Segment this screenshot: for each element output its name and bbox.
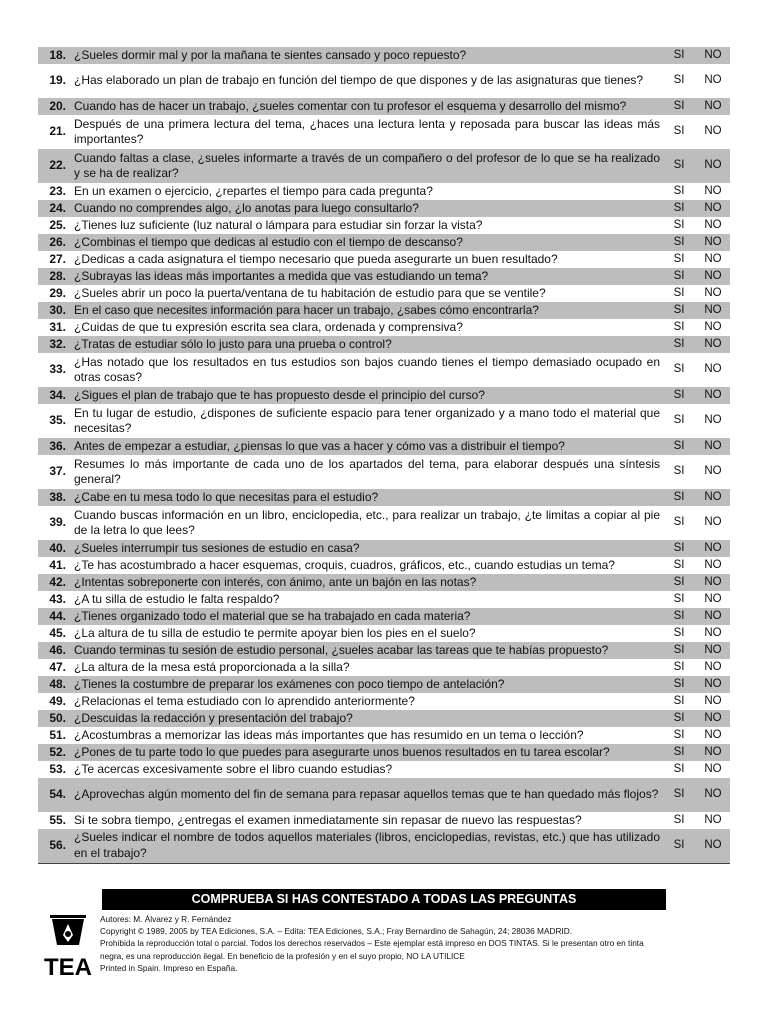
question-text: ¿La altura de tu silla de estudio te permite apoyar bien los pies en el suelo? — [74, 625, 476, 640]
question-number: 50. — [38, 710, 72, 727]
answer-no-option[interactable]: NO — [696, 438, 730, 455]
question-row — [38, 47, 730, 64]
question-row — [38, 540, 730, 557]
question-text: Si te sobra tiempo, ¿entregas el examen inmediatamente sin repasar de nuevo las respuestas? — [74, 812, 582, 827]
question-number: 47. — [49, 659, 66, 674]
question-row — [38, 676, 730, 693]
question-row — [38, 642, 730, 659]
question-row — [38, 234, 730, 251]
question-row — [38, 319, 730, 336]
question-row — [38, 761, 730, 778]
question-text: ¿Sigues el plan de trabajo que te has propuesto desde el principio del curso? — [72, 387, 662, 404]
question-number: 44. — [38, 608, 72, 625]
question-row — [38, 251, 730, 268]
question-text: ¿Combinas el tiempo que dedicas al estudio con el tiempo de descanso? — [72, 234, 662, 251]
question-row — [38, 336, 730, 353]
answer-no-option[interactable]: NO — [696, 336, 730, 353]
answer-no-option[interactable]: NO — [696, 200, 730, 217]
answer-si-option[interactable]: SI — [662, 829, 696, 863]
answer-no-option[interactable]: NO — [704, 728, 722, 741]
questions-table — [38, 47, 730, 864]
question-number: 26. — [38, 234, 72, 251]
question-number: 18. — [38, 47, 72, 64]
question-text: ¿Subrayas las ideas más importantes a medida que vas estudiando un tema? — [72, 268, 662, 285]
answer-si-option[interactable]: SI — [662, 47, 696, 64]
answer-no-option[interactable]: NO — [696, 302, 730, 319]
question-row — [38, 659, 730, 676]
answer-si-option[interactable]: SI — [662, 149, 696, 183]
answer-no-option[interactable]: NO — [704, 762, 722, 775]
question-text: Resumes lo más importante de cada uno de los apartados del tema, para elaborar después una síntesis general? — [74, 456, 660, 486]
answer-no-option[interactable]: NO — [704, 516, 722, 529]
question-row — [38, 455, 730, 489]
question-row — [38, 302, 730, 319]
credits-authors: Autores: M. Álvarez y R. Fernández — [100, 914, 232, 924]
question-number: 37. — [49, 464, 66, 479]
question-number: 54. — [38, 778, 72, 812]
answer-no-option[interactable]: NO — [704, 363, 722, 376]
question-text: ¿Cabe en tu mesa todo lo que necesitas para el estudio? — [72, 489, 662, 506]
question-row — [38, 183, 730, 200]
credits-block — [100, 913, 720, 974]
answer-no-option[interactable]: NO — [704, 184, 722, 197]
question-number: 23. — [49, 183, 66, 198]
answer-si-option[interactable]: SI — [673, 516, 685, 529]
question-text: Cuando terminas tu sesión de estudio personal, ¿sueles acabar las tareas que te habías propuesto? — [72, 642, 662, 659]
answer-no-option[interactable]: NO — [696, 710, 730, 727]
question-number: 49. — [49, 693, 66, 708]
credits-prohibition: Prohibida la reproducción total o parcial. Todos los derechos reservados – Este ejemplar está impreso en DOS TINTAS. Si le presentan otro en tinta — [100, 938, 644, 949]
question-number: 43. — [49, 591, 66, 606]
question-row — [38, 608, 730, 625]
answer-si-option[interactable]: SI — [673, 414, 685, 427]
question-text: Después de una primera lectura del tema, ¿haces una lectura lenta y reposada para buscar las ideas más importantes? — [74, 116, 660, 146]
answer-no-option[interactable]: NO — [704, 558, 722, 571]
answer-no-option[interactable]: NO — [696, 608, 730, 625]
question-row — [38, 64, 730, 98]
answer-si-option[interactable]: SI — [673, 592, 685, 605]
answer-no-option[interactable]: NO — [696, 234, 730, 251]
answer-no-option[interactable]: NO — [696, 676, 730, 693]
answer-no-option[interactable]: NO — [704, 694, 722, 707]
question-text: ¿Acostumbras a memorizar las ideas más importantes que has resumido en un tema o lección? — [74, 727, 584, 742]
answer-no-option[interactable]: NO — [704, 74, 722, 87]
answer-no-option[interactable]: NO — [704, 218, 722, 231]
question-row — [38, 268, 730, 285]
answer-no-option[interactable]: NO — [696, 642, 730, 659]
answer-si-option[interactable]: SI — [662, 778, 696, 812]
answer-no-option[interactable]: NO — [704, 813, 722, 826]
question-text: ¿Tienes la costumbre de preparar los exámenes con poco tiempo de antelación? — [72, 676, 662, 693]
question-text: ¿Aprovechas algún momento del fin de semana para repasar aquellos temas que te han quedado más flojos? — [72, 778, 662, 812]
question-text: Cuando faltas a clase, ¿sueles informarte a través de un compañero o del profesor de lo que se ha realizado y se ha de realizar? — [72, 149, 662, 183]
question-number: 20. — [38, 98, 72, 115]
question-row — [38, 557, 730, 574]
answer-si-option[interactable]: SI — [662, 540, 696, 557]
answer-si-option[interactable]: SI — [673, 252, 685, 265]
question-row — [38, 98, 730, 115]
answer-si-option[interactable]: SI — [673, 660, 685, 673]
answer-no-option[interactable]: NO — [704, 414, 722, 427]
question-row — [38, 200, 730, 217]
answer-si-option[interactable]: SI — [662, 744, 696, 761]
question-number: 21. — [49, 124, 66, 139]
answer-no-option[interactable]: NO — [704, 660, 722, 673]
tea-logo-text: TEA — [44, 954, 92, 979]
answer-no-option[interactable]: NO — [696, 829, 730, 863]
answer-no-option[interactable]: NO — [696, 47, 730, 64]
question-number: 45. — [49, 625, 66, 640]
answer-si-option[interactable]: SI — [662, 200, 696, 217]
answer-si-option[interactable]: SI — [662, 98, 696, 115]
answer-no-option[interactable]: NO — [704, 465, 722, 478]
question-number: 34. — [38, 387, 72, 404]
question-number: 42. — [38, 574, 72, 591]
question-text: ¿Cuidas de que tu expresión escrita sea clara, ordenada y comprensiva? — [74, 319, 463, 334]
question-number: 33. — [49, 362, 66, 377]
question-number: 25. — [49, 217, 66, 232]
question-row — [38, 404, 730, 438]
question-number: 36. — [38, 438, 72, 455]
answer-si-option[interactable]: SI — [673, 184, 685, 197]
question-row — [38, 744, 730, 761]
question-number: 27. — [49, 251, 66, 266]
question-row — [38, 591, 730, 608]
question-text: ¿Sueles interrumpir tus sesiones de estudio en casa? — [72, 540, 662, 557]
question-text: ¿Sueles dormir mal y por la mañana te sientes cansado y poco repuesto? — [72, 47, 662, 64]
answer-si-option[interactable]: SI — [662, 302, 696, 319]
answer-si-option[interactable]: SI — [662, 710, 696, 727]
question-text: Cuando buscas información en un libro, enciclopedia, etc., para realizar un trabajo, ¿te limitas a copiar al pie de la letra lo que lees? — [74, 507, 660, 537]
answer-si-option[interactable]: SI — [662, 608, 696, 625]
question-text: ¿Has notado que los resultados en tus estudios son bajos cuando tienes el tiempo demasiado ocupado en otras cosas? — [74, 354, 660, 384]
question-number: 40. — [38, 540, 72, 557]
answer-si-option[interactable]: SI — [673, 320, 685, 333]
answer-si-option[interactable]: SI — [662, 438, 696, 455]
question-number: 24. — [38, 200, 72, 217]
answer-no-option[interactable]: NO — [704, 252, 722, 265]
answer-si-option[interactable]: SI — [673, 74, 685, 87]
answer-si-option[interactable]: SI — [673, 218, 685, 231]
answer-si-option[interactable]: SI — [662, 268, 696, 285]
answer-si-option[interactable]: SI — [662, 387, 696, 404]
check-answers-banner: COMPRUEBA SI HAS CONTESTADO A TODAS LAS PREGUNTAS — [102, 889, 666, 910]
answer-si-option[interactable]: SI — [662, 574, 696, 591]
answer-no-option[interactable]: NO — [696, 268, 730, 285]
question-text: ¿Tratas de estudiar sólo lo justo para una prueba o control? — [72, 336, 662, 353]
question-text: Cuando has de hacer un trabajo, ¿sueles comentar con tu profesor el esquema y desarrollo del mismo? — [72, 98, 662, 115]
question-text: En tu lugar de estudio, ¿dispones de suficiente espacio para tener organizado y a mano todo el material que necesitas? — [74, 405, 660, 435]
tea-logo — [44, 915, 94, 979]
answer-no-option[interactable]: NO — [704, 320, 722, 333]
question-number: 41. — [49, 557, 66, 572]
question-number: 39. — [49, 515, 66, 530]
question-text: ¿Descuidas la redacción y presentación del trabajo? — [72, 710, 662, 727]
answer-no-option[interactable]: NO — [696, 489, 730, 506]
question-row — [38, 727, 730, 744]
credits-copyright: Copyright © 1989, 2005 by TEA Ediciones, S.A. – Edita: TEA Ediciones, S.A.; Fray Bernardino de Sahagún, 24; 28036 MADRID. — [100, 926, 573, 937]
question-row — [38, 710, 730, 727]
question-text: ¿Pones de tu parte todo lo que puedes para asegurarte unos buenos resultados en tu tarea escolar? — [72, 744, 662, 761]
question-number: 29. — [49, 285, 66, 300]
question-text: En el caso que necesites información para hacer un trabajo, ¿sabes cómo encontrarla? — [72, 302, 662, 319]
answer-si-option[interactable]: SI — [662, 642, 696, 659]
answer-si-option[interactable]: SI — [662, 676, 696, 693]
question-text: ¿La altura de la mesa está proporcionada a la silla? — [74, 659, 350, 674]
answer-si-option[interactable]: SI — [673, 125, 685, 138]
question-number: 55. — [49, 812, 66, 827]
question-text: ¿A tu silla de estudio le falta respaldo? — [74, 591, 280, 606]
question-row — [38, 353, 730, 387]
answer-no-option[interactable]: NO — [696, 540, 730, 557]
question-row — [38, 778, 730, 812]
credits-printed: Printed in Spain. Impreso en España. — [100, 962, 238, 973]
question-row — [38, 489, 730, 506]
question-text: ¿Relacionas el tema estudiado con lo aprendido anteriormente? — [74, 693, 415, 708]
question-text: ¿Sueles indicar el nombre de todos aquellos materiales (libros, enciclopedias, revistas, etc.) que has utilizado en el trabajo? — [72, 829, 662, 863]
question-number: 51. — [49, 727, 66, 742]
question-text: ¿Te has acostumbrado a hacer esquemas, croquis, cuadros, gráficos, etc., cuando estudias un tema? — [74, 557, 615, 572]
question-text: Cuando no comprendes algo, ¿lo anotas para luego consultarlo? — [72, 200, 662, 217]
question-row — [38, 625, 730, 642]
answer-no-option[interactable]: NO — [696, 149, 730, 183]
question-number: 35. — [49, 413, 66, 428]
answer-si-option[interactable]: SI — [673, 363, 685, 376]
answer-si-option[interactable]: SI — [673, 694, 685, 707]
answer-no-option[interactable]: NO — [704, 125, 722, 138]
question-row — [38, 812, 730, 829]
answer-no-option[interactable]: NO — [704, 286, 722, 299]
question-number: 46. — [38, 642, 72, 659]
answer-si-option[interactable]: SI — [673, 558, 685, 571]
question-number: 53. — [49, 761, 66, 776]
question-number: 52. — [38, 744, 72, 761]
answer-no-option[interactable]: NO — [696, 744, 730, 761]
question-number: 19. — [49, 73, 66, 88]
question-row — [38, 285, 730, 302]
question-number: 38. — [38, 489, 72, 506]
question-text: ¿Te acercas excesivamente sobre el libro cuando estudias? — [74, 761, 393, 776]
question-row — [38, 387, 730, 404]
question-text: Antes de empezar a estudiar, ¿piensas lo que vas a hacer y cómo vas a distribuir el tiempo? — [72, 438, 662, 455]
question-number: 31. — [49, 319, 66, 334]
question-row — [38, 574, 730, 591]
question-row — [38, 829, 730, 863]
question-row — [38, 217, 730, 234]
question-number: 56. — [38, 829, 72, 863]
answer-no-option[interactable]: NO — [704, 626, 722, 639]
question-row — [38, 693, 730, 710]
answer-si-option[interactable]: SI — [673, 626, 685, 639]
question-text: ¿Has elaborado un plan de trabajo en función del tiempo de que dispones y de las asignaturas que tienes? — [74, 73, 644, 88]
question-number: 28. — [38, 268, 72, 285]
answer-no-option[interactable]: NO — [696, 574, 730, 591]
questions-body — [38, 47, 730, 863]
answer-no-option[interactable]: NO — [696, 778, 730, 812]
answer-si-option[interactable]: SI — [673, 465, 685, 478]
credits-warning: negra, es una reproducción ilegal. En beneficio de la profesión y en el suyo propio, NO LA UTILICE — [100, 950, 465, 961]
question-text: En un examen o ejercicio, ¿repartes el tiempo para cada pregunta? — [74, 183, 433, 198]
question-text: ¿Sueles abrir un poco la puerta/ventana de tu habitación de estudio para que se ventile? — [74, 285, 546, 300]
answer-si-option[interactable]: SI — [662, 336, 696, 353]
question-text: ¿Tienes luz suficiente (luz natural o lámpara para estudiar sin forzar la vista? — [74, 217, 483, 232]
answer-si-option[interactable]: SI — [673, 728, 685, 741]
answer-no-option[interactable]: NO — [696, 387, 730, 404]
answer-si-option[interactable]: SI — [673, 762, 685, 775]
question-row — [38, 115, 730, 149]
answer-no-option[interactable]: NO — [704, 592, 722, 605]
answer-si-option[interactable]: SI — [662, 489, 696, 506]
question-number: 32. — [38, 336, 72, 353]
question-text: ¿Tienes organizado todo el material que se ha trabajado en cada materia? — [72, 608, 662, 625]
answer-no-option[interactable]: NO — [696, 98, 730, 115]
question-row — [38, 506, 730, 540]
answer-si-option[interactable]: SI — [673, 286, 685, 299]
question-number: 30. — [38, 302, 72, 319]
question-text: ¿Dedicas a cada asignatura el tiempo necesario que pueda asegurarte un buen resultado? — [74, 251, 558, 266]
question-number: 48. — [38, 676, 72, 693]
answer-si-option[interactable]: SI — [673, 813, 685, 826]
question-text: ¿Intentas sobreponerte con interés, con ánimo, ante un bajón en las notas? — [72, 574, 662, 591]
question-row — [38, 438, 730, 455]
answer-si-option[interactable]: SI — [662, 234, 696, 251]
question-number: 22. — [38, 149, 72, 183]
question-row — [38, 149, 730, 183]
